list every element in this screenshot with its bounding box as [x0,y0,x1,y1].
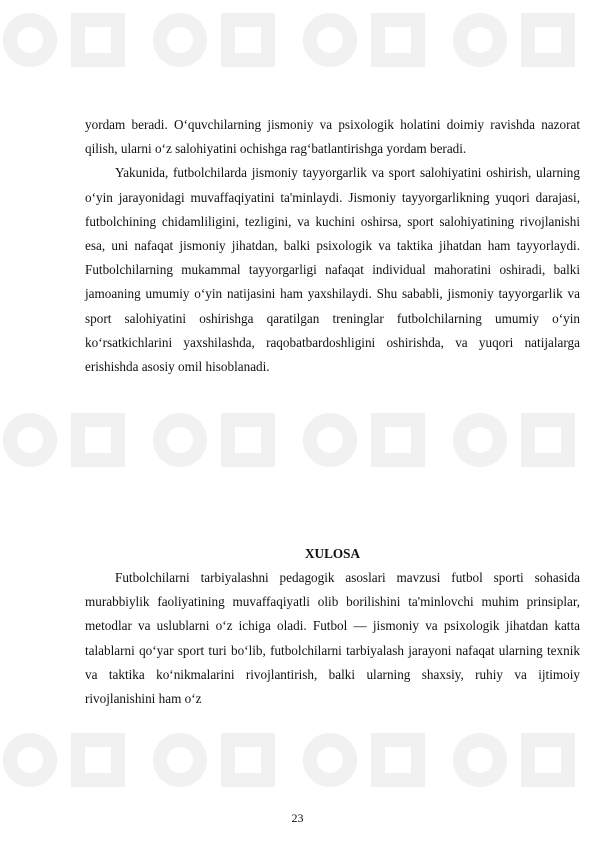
conclusion-heading: XULOSA [305,546,360,561]
paragraph-summary: Yakunida, futbolchilarda jismoniy tayyorgarlik va sport salohiyatini oshirish, ularning o‘yin jarayonidagi muvaffaqiyatini ta'minlaydi. Jismoniy tayyorgarlikning yuqori darajasi, futbolchining chidamliligini, tezligini, va kuchini oshirsa, sport salohiyatining rivojlanishi esa, uni nafaqat jismoniy jihatdan, balki psixologik va taktika jihatdan ham tayyorlaydi. Futbolchilarning mukammal tayyorgarligi nafaqat individual mahoratini oshiradi, balki jamoaning umumiy o‘yin natijasini ham yaxshilaydi. Shu sababli, jismoniy tayyorgarlik va sport salohiyatini oshirishga qaratilgan treninglar futbolchilarning umumiy o‘yin ko‘rsatkichlarini yaxshilashda, raqobatbardoshligini oshirishda, va yuqori natijalarga erishishda asosiy omil hisoblanadi. [85,165,580,375]
paragraph-conclusion: Futbolchilarni tarbiyalashni pedagogik asoslari mavzusi futbol sporti sohasida murabbiylik faoliyatining muvaffaqiyatli olib borilishini ta'minlovchi muhim prinsiplar, metodlar va uslublarni o‘z ichiga oladi. Futbol — jismoniy va psixologik jihatdan katta talablarni qo‘yar sport turi bo‘lib, futbolchilarni tarbiyalash jarayoni nafaqat ularning texnik va taktika ko‘nikmalarini rivojlantirish, balki ularning shaxsiy, ruhiy va ijtimoiy rivojlanishini ham o‘z [85,570,580,707]
body-text-top [85,113,580,379]
paragraph-continuation: yordam beradi. O‘quvchilarning jismoniy va psixologik holatini doimiy ravishda nazorat qilish, ularni o‘z salohiyatini ochishga rag‘batlantirishga yordam beradi. [85,117,580,157]
page-number: 23 [291,811,304,825]
body-text-conclusion [85,566,580,711]
